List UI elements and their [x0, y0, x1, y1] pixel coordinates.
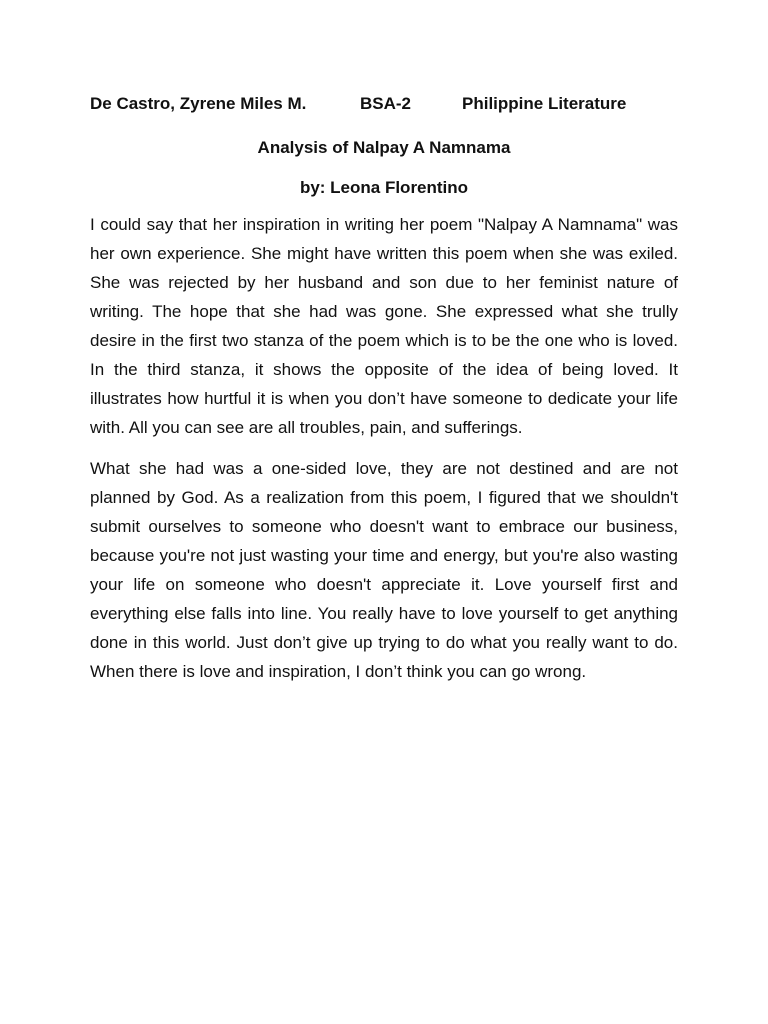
paragraph-2: What she had was a one-sided love, they are not destined and are not planned by God. As a realization from this poem, I figured that we shouldn't submit ourselves to someone who doesn't want to embrace our business, because you're not just wasting your time and energy, but you're also wasting your life on someone who doesn't appreciate it. Love yourself first and everything else falls into line. You really have to love yourself to get anything done in this world. Just don’t give up trying to do what you really want to do. When there is love and inspiration, I don’t think you can go wrong.: [90, 459, 678, 681]
document-byline: by: Leona Florentino: [299, 178, 469, 197]
paragraph-1: I could say that her inspiration in writing her poem "Nalpay A Namnama" was her own experience. She might have written this poem when she was exiled. She was rejected by her husband and son due to her feminist nature of writing. The hope that she had was gone. She expressed what she trully desire in the first two stanza of the poem which is to be the one who is loved. In the third stanza, it shows the opposite of the idea of being loved. It illustrates how hurtful it is when you don’t have someone to dedicate your life with. All you can see are all troubles, pain, and sufferings.: [90, 215, 678, 437]
section-code: BSA-2: [360, 94, 412, 113]
document-title: Analysis of Nalpay A Namnama: [257, 138, 511, 157]
document-header: [90, 92, 678, 116]
author-name: De Castro, Zyrene Miles M.: [90, 94, 307, 113]
course-name: Philippine Literature: [462, 94, 627, 113]
